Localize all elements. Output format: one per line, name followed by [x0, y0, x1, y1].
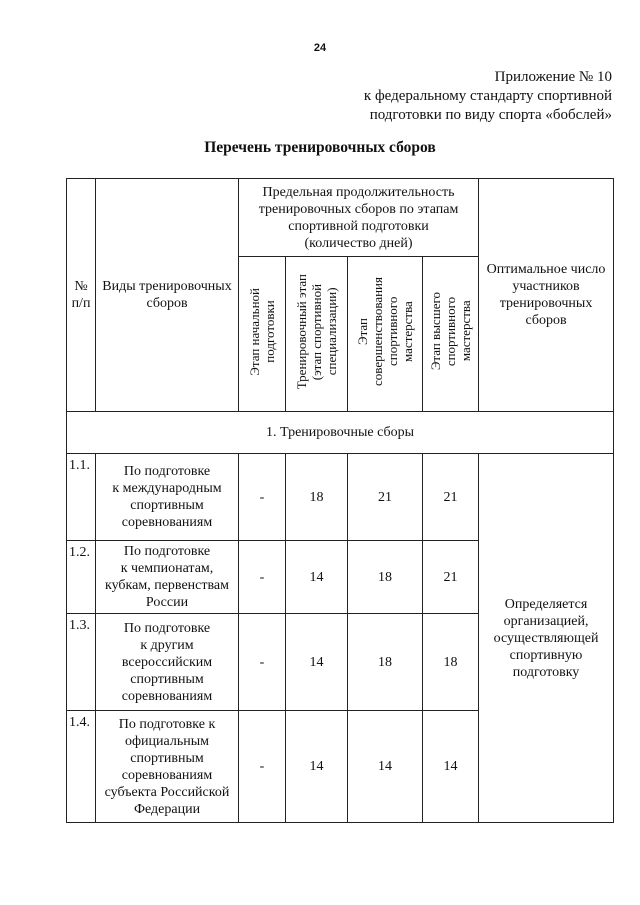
row-value-training: 18: [286, 454, 348, 541]
header-kinds-line: Виды тренировочных: [102, 279, 232, 294]
row-value-initial: -: [239, 614, 286, 711]
row-kind-line: официальным: [124, 733, 209, 749]
row-value-training: 14: [286, 614, 348, 711]
stage-highest-line: мастерства: [458, 301, 474, 362]
row-kind-line: соревнованиям: [121, 515, 213, 530]
training-camps-table: [66, 178, 614, 823]
appendix-line-1: Приложение № 10: [494, 69, 612, 85]
participants-note-line: осуществляющей: [493, 630, 599, 646]
header-stage-training: [286, 257, 348, 412]
stage-highest-line: Этап высшего: [428, 292, 444, 371]
header-duration: [239, 179, 479, 257]
row-kind-line: субъекта Российской: [104, 784, 230, 800]
document-title: Перечень тренировочных сборов: [204, 139, 436, 156]
row-value-improvement: 14: [348, 711, 423, 823]
header-number: [67, 179, 96, 412]
header-kinds: [96, 179, 239, 412]
row-number: 1.3.: [67, 614, 96, 711]
row-kind-line: По подготовке: [123, 544, 211, 559]
header-duration-line: Предельная продолжительность: [262, 184, 455, 200]
row-value-training: 14: [286, 541, 348, 614]
row-kind-line: соревнованиям: [121, 767, 213, 783]
header-participants-line: участников: [512, 279, 580, 294]
participants-note-line: Определяется: [504, 596, 588, 612]
row-kind-line: По подготовке: [123, 620, 211, 636]
header-stage-highest: [423, 257, 479, 412]
row-value-improvement: 21: [348, 454, 423, 541]
row-value-improvement: 18: [348, 541, 423, 614]
row-value-highest: 18: [423, 614, 479, 711]
header-participants-line: Оптимальное число: [486, 262, 606, 277]
header-participants: [479, 179, 614, 412]
header-participants-line: сборов: [525, 313, 567, 328]
row-value-training: 14: [286, 711, 348, 823]
header-participants-line: тренировочных: [499, 296, 593, 311]
row-kind-line: к чемпионатам,: [120, 561, 214, 576]
stage-training-line: специализации): [324, 287, 339, 376]
stage-training-line: Тренировочный этап: [294, 273, 309, 390]
header-duration-line: (количество дней): [304, 235, 413, 251]
participants-note-line: организацией,: [503, 613, 589, 629]
stage-initial-line: подготовки: [262, 300, 277, 363]
header-number-line: п/п: [71, 296, 91, 311]
row-kind-line: По подготовке к: [118, 716, 216, 732]
stage-initial-line: Этап начальной: [247, 287, 262, 376]
stage-training-line: (этап спортивной: [309, 283, 324, 380]
row-value-improvement: 18: [348, 614, 423, 711]
row-kind-line: По подготовке: [123, 464, 211, 479]
header-kinds-line: сборов: [146, 296, 188, 311]
row-kind-line: России: [145, 595, 189, 610]
row-kind-line: кубкам, первенствам: [105, 578, 229, 593]
header-stage-improvement: [348, 257, 423, 412]
header-duration-line: тренировочных сборов по этапам: [258, 201, 459, 217]
row-kind: [96, 541, 239, 614]
row-value-highest: 14: [423, 711, 479, 823]
stage-improvement-line: совершенствования: [370, 277, 385, 386]
appendix-header: [364, 68, 612, 125]
header-number-line: №: [74, 279, 88, 294]
row-value-initial: -: [239, 711, 286, 823]
row-kind: [96, 711, 239, 823]
participants-note-line: спортивную: [509, 647, 583, 663]
row-kind: [96, 454, 239, 541]
row-kind: [96, 614, 239, 711]
header-duration-line: спортивной подготовки: [288, 218, 429, 234]
row-value-initial: -: [239, 541, 286, 614]
appendix-line-2: к федеральному стандарту спортивной: [363, 88, 612, 104]
row-value-initial: -: [239, 454, 286, 541]
page-number: 24: [313, 42, 327, 54]
row-value-highest: 21: [423, 541, 479, 614]
row-kind-line: соревнованиям: [121, 688, 213, 704]
participants-note: [479, 454, 614, 823]
row-kind-line: к международным: [112, 481, 222, 496]
stage-highest-line: спортивного: [443, 296, 459, 367]
row-kind-line: спортивным: [130, 671, 204, 687]
stage-improvement-line: спортивного: [385, 296, 400, 367]
stage-improvement-line: мастерства: [400, 301, 415, 362]
row-number: 1.1.: [67, 454, 96, 541]
row-number: 1.2.: [67, 541, 96, 614]
section-title: 1. Тренировочные сборы: [67, 412, 614, 454]
row-kind-line: спортивным: [130, 750, 204, 766]
row-number: 1.4.: [67, 711, 96, 823]
appendix-line-3: подготовки по виду спорта «бобслей»: [369, 107, 612, 123]
row-kind-line: всероссийским: [121, 654, 213, 670]
row-kind-line: Федерации: [133, 801, 201, 817]
row-value-highest: 21: [423, 454, 479, 541]
header-stage-initial: [239, 257, 286, 412]
participants-note-line: подготовку: [512, 664, 580, 680]
stage-improvement-line: Этап: [355, 318, 370, 345]
row-kind-line: к другим: [140, 637, 194, 653]
row-kind-line: спортивным: [130, 498, 204, 513]
